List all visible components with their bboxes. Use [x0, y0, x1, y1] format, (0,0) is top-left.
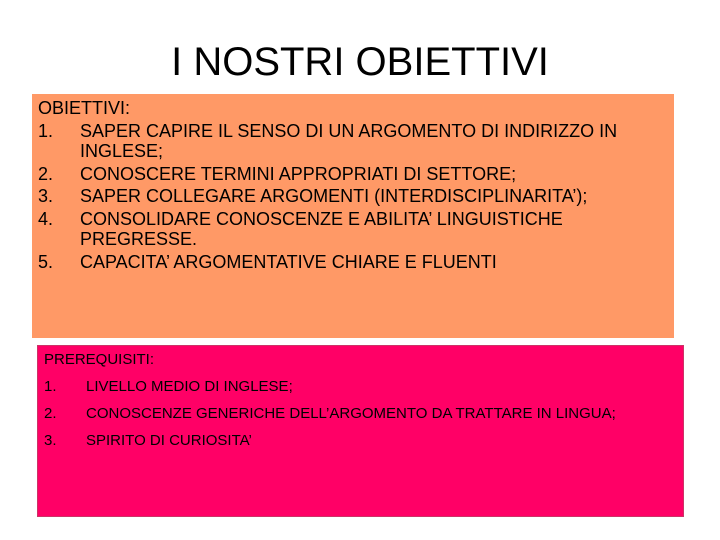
prerequisite-text: LIVELLO MEDIO DI INGLESE; [86, 378, 293, 395]
prerequisite-number: 2. [44, 405, 57, 422]
prerequisite-text: CONOSCENZE GENERICHE DELL’ARGOMENTO DA TRATTARE IN LINGUA; [86, 405, 616, 422]
prerequisite-number: 1. [44, 378, 57, 395]
objective-text: SAPER CAPIRE IL SENSO DI UN ARGOMENTO DI INDIRIZZO IN INGLESE; [80, 120, 618, 161]
objective-number: 5. [38, 251, 54, 272]
objective-text: CONSOLIDARE CONOSCENZE E ABILITA’ LINGUISTICHE PREGRESSE. [80, 208, 563, 249]
objective-number: 3. [38, 186, 54, 206]
objective-item [38, 164, 668, 185]
slide-title: I NOSTRI OBIETTIVI [171, 40, 549, 84]
prerequisite-item [44, 431, 677, 450]
objective-text: CONOSCERE TERMINI APPROPRIATI DI SETTORE; [80, 163, 517, 184]
prerequisite-item [44, 404, 677, 423]
prerequisite-text: SPIRITO DI CURIOSITA’ [86, 432, 252, 449]
prerequisite-item [44, 377, 677, 396]
objective-number: 4. [38, 208, 54, 229]
objective-item [38, 252, 668, 273]
objectives-heading: OBIETTIVI: [38, 98, 131, 118]
objective-item [38, 209, 668, 250]
prerequisites-box [37, 345, 684, 517]
objective-number: 2. [38, 163, 54, 184]
objective-number: 1. [38, 120, 54, 141]
objective-item [38, 121, 668, 162]
prerequisite-number: 3. [44, 432, 57, 449]
objective-text: CAPACITA’ ARGOMENTATIVE CHIARE E FLUENTI [80, 251, 497, 272]
prerequisites-heading: PREREQUISITI: [44, 351, 155, 368]
objective-text: SAPER COLLEGARE ARGOMENTI (INTERDISCIPLINARITA’); [80, 186, 588, 206]
objective-item [38, 186, 668, 207]
objectives-box [32, 94, 674, 338]
